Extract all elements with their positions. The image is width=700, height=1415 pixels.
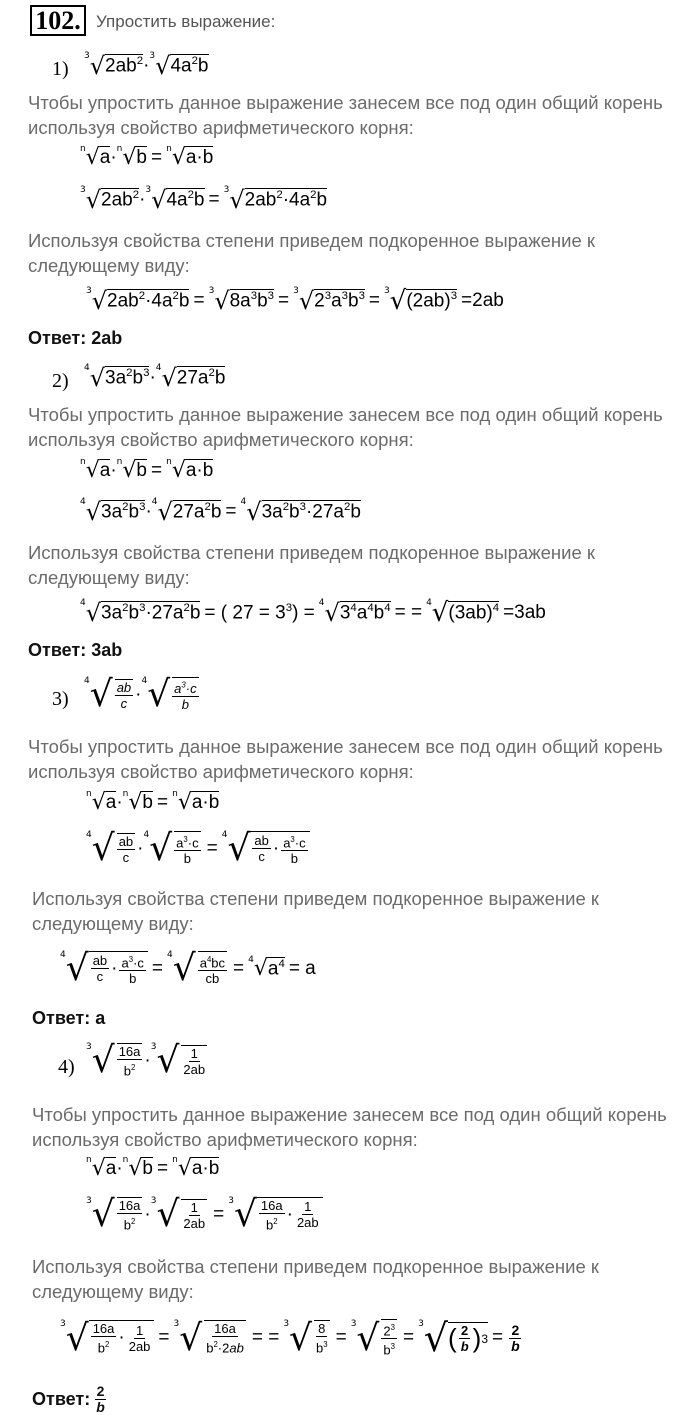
task-4-expression: 3 √ $\frac{16a}{b^2}$ · 3 √ $\frac{1}{2ab}$ bbox=[86, 1040, 206, 1081]
task-1-prop-2: следующему виду: bbox=[28, 255, 190, 276]
task-2-answer: Ответ: 3ab bbox=[28, 640, 123, 660]
task-1-prop-1: Используя свойства степени приведем подкоренное выражение к bbox=[28, 230, 595, 251]
task-2-label: 2) bbox=[52, 370, 69, 392]
exercise-title: Упростить выражение: bbox=[96, 12, 276, 31]
task-2-intro-2: используя свойство арифметического корня: bbox=[28, 429, 414, 450]
task-4-step-2: 3 √ $\frac{16a}{b^2}$ · $\frac{1}{2ab}$ = 3 √ $\frac{16a}{b^2\cdot 2ab}$ = = 3 √ $\frac{8}{b^3}$ = 3 √ $\frac{2^3}{b^3}$ = 3 √ ( $\frac{2}{b}$ ) 3 = $\frac{2}{b}$ bbox=[60, 1316, 520, 1360]
task-3-intro-1: Чтобы упростить данное выражение занесем все под один общий корень bbox=[28, 736, 663, 757]
task-2-step-1: 4 √ $3a^2b^3$ · 4 √ $27a^2b$ = 4 √ $3a^2b^3\cdot 27a^2b$ bbox=[80, 497, 361, 526]
task-1-intro-1: Чтобы упростить данное выражение занесем все под один общий корень bbox=[28, 92, 663, 113]
task-4-property: n √ a · n √ b = n √ a·b bbox=[86, 1154, 220, 1181]
task-2-prop-1: Используя свойства степени приведем подкоренное выражение к bbox=[28, 542, 595, 563]
task-3-expression: 4 √ $\frac{ab}{c}$ · 4 √ $\frac{a^3\cdot c}{b}$ bbox=[84, 674, 197, 715]
task-2-step-2: 4 √ $3a^2b^3\cdot 27a^2b$ = ( $27 = 3^3$) = 4 √ $3^4a^4b^4$ = = 4 √ $(3ab)^4$ =3ab bbox=[80, 598, 546, 628]
task-1-answer: Ответ: 2ab bbox=[28, 328, 123, 348]
task-1-expression: 3 √ $2ab^2$ · 3 √ $4a^2b$ bbox=[84, 51, 209, 80]
task-1-intro-2: используя свойство арифметического корня: bbox=[28, 117, 414, 138]
task-1-step-2: 3 √ $2ab^2\cdot 4a^2b$ = 3 √ $8a^3b^3$ = 3 √ $2^3a^3b^3$ = 3 √ $(2ab)^3$ =2ab bbox=[86, 286, 504, 316]
task-4-intro-1: Чтобы упростить данное выражение занесем все под один общий корень bbox=[32, 1104, 667, 1125]
task-2-prop-2: следующему виду: bbox=[28, 567, 190, 588]
task-3-property: n √ a · n √ b = n √ a·b bbox=[86, 788, 220, 815]
task-4-step-1: 3 √ $\frac{16a}{b^2}$ · 3 √ $\frac{1}{2ab}$ = 3 √ $\frac{16a}{b^2}$ · $\frac{1}{2ab}$ bbox=[86, 1194, 323, 1235]
task-1-step-1: 3 √ $2ab^2$ · 3 √ $4a^2b$ = 3 √ $2ab^2\cdot 4a^2b$ bbox=[80, 185, 328, 214]
task-3-answer: Ответ: a bbox=[32, 1008, 106, 1028]
task-4-intro-2: используя свойство арифметического корня: bbox=[32, 1129, 418, 1150]
task-2-intro-1: Чтобы упростить данное выражение занесем все под один общий корень bbox=[28, 404, 663, 425]
task-1-label: 1) bbox=[52, 58, 69, 80]
task-3-label: 3) bbox=[52, 688, 69, 710]
task-3-intro-2: используя свойство арифметического корня: bbox=[28, 761, 414, 782]
task-2-expression: 4 √ $3a^2b^3$ · 4 √ $27a^2b$ bbox=[84, 363, 226, 392]
task-3-step-1: 4 √ $\frac{ab}{c}$ · 4 √ $\frac{a^3\cdot c}{b}$ = 4 √ $\frac{ab}{c}$ · $\frac{a^3\cdot c}{b}$ bbox=[86, 828, 310, 869]
task-4-prop-2: следующему виду: bbox=[32, 1281, 194, 1302]
task-1-property: n √ a · n √ b = n √ a·b bbox=[80, 143, 214, 170]
task-4-label: 4) bbox=[58, 1056, 75, 1078]
exercise-number: 102. bbox=[30, 5, 86, 36]
task-3-step-2: 4 √ $\frac{ab}{c}$ · $\frac{a^3\cdot c}{b}$ = 4 √ $\frac{a^4bc}{cb}$ = 4 √ $a^4$ = a bbox=[60, 948, 316, 989]
task-2-property: n √ a · n √ b = n √ a·b bbox=[80, 456, 214, 483]
task-3-prop-2: следующему виду: bbox=[32, 913, 194, 934]
task-4-answer: Ответ: $\frac{2}{b}$ bbox=[32, 1383, 105, 1415]
task-3-prop-1: Используя свойства степени приведем подкоренное выражение к bbox=[32, 888, 599, 909]
task-4-prop-1: Используя свойства степени приведем подкоренное выражение к bbox=[32, 1256, 599, 1277]
